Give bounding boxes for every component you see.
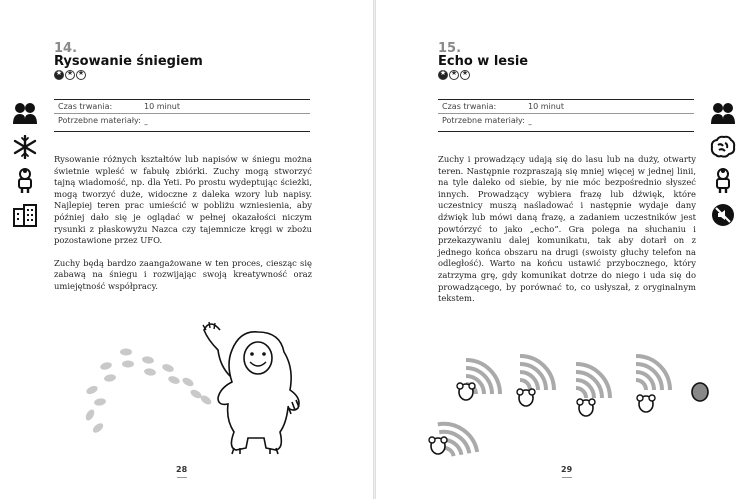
star-filled-icon [54,70,64,80]
star-empty-icon [65,70,75,80]
info-label: Czas trwania: [442,102,497,111]
paragraph: Zuchy i prowadzący udają się do lasu lub na duży, otwarty teren. Następnie rozpraszają się mniej więcej w jednej linii, na tyle daleko od siebie, by nie móc bezpośrednio słyszeć innych. Prowadzący wybiera frazę lub dźwięk, które uczestnicy muszą naśladować i następnie wydaje dany dźwięk lub mówi daną frazę, a zadaniem uczestników jest powtórzyć to jako „echo”. Gra polega na słuchaniu i przekazywaniu dalej komunikatu, tak aby dotarł on z jednego końca obszaru na drugi (swoisty głuchy telefon na odległość). Warto na końcu ustawić przybocznego, który zatrzyma grę, gdy komunikat dotrze do niego i uda się do prowadzącego, by porównać to, co usłyszał, z oryginalnym tekstem. [438,154,696,304]
category-icons [12,100,38,228]
page-number-rule [562,477,572,478]
info-table [438,99,694,132]
building-icon [12,202,38,228]
echo-waves-illustration [426,350,716,470]
page-number-rule [177,477,187,478]
paragraph: Zuchy będą bardzo zaangażowane w ten proces, ciesząc się zabawą na śniegu i rozwijając swoją kreatywność oraz umiejętność współpracy. [54,257,312,291]
exercise-number: 14. [54,41,78,56]
page-number: 29 [561,465,573,474]
footprints-yeti-illustration [80,320,320,470]
difficulty-rating [438,70,470,80]
snowflake-icon [12,134,38,160]
page-number: 28 [176,465,188,474]
info-row-materials [438,114,694,132]
info-row-duration [54,100,310,114]
info-value: 10 minut [144,102,181,111]
difficulty-rating [54,70,86,80]
exercise-title: Echo w lesie [438,54,529,69]
group-icon [710,100,736,126]
info-value: – [528,120,532,129]
exercise-title: Rysowanie śniegiem [54,54,203,69]
info-label: Potrzebne materiały: [442,116,525,125]
info-label: Potrzebne materiały: [58,116,141,125]
group-icon [12,100,38,126]
exercise-description [438,154,696,316]
star-empty-icon [460,70,470,80]
info-table [54,99,310,132]
info-value: 10 minut [528,102,565,111]
star-filled-icon [438,70,448,80]
category-icons [710,100,736,228]
info-value: – [144,120,148,129]
paragraph: Rysowanie różnych kształtów lub napisów w śniegu można świetnie wpleść w fabułę zbiórki. Zuchy mogą stworzyć tajną wiadomość, np. dla Yeti. Po prostu wydeptując ścieżki, mogą tworzyć duże, widoczne z daleka wzory lub napisy. Najlepiej teren prac umieścić w pobliżu wzniesienia, aby później dało się je oglądać w pełnej okazałości niczym rysunki z płaskowyżu Nazca czy tajemnicze kręgi w zbożu pozostawione przez UFO. [54,154,312,246]
info-label: Czas trwania: [58,102,113,111]
star-empty-icon [76,70,86,80]
no-sound-icon [710,202,736,228]
child-winter-icon [710,168,736,194]
info-row-duration [438,100,694,114]
exercise-description [54,154,312,304]
brain-icon [710,134,736,160]
exercise-number: 15. [438,41,462,56]
info-row-materials [54,114,310,132]
star-empty-icon [449,70,459,80]
child-winter-icon [12,168,38,194]
left-page [0,0,374,499]
right-page [376,0,750,499]
